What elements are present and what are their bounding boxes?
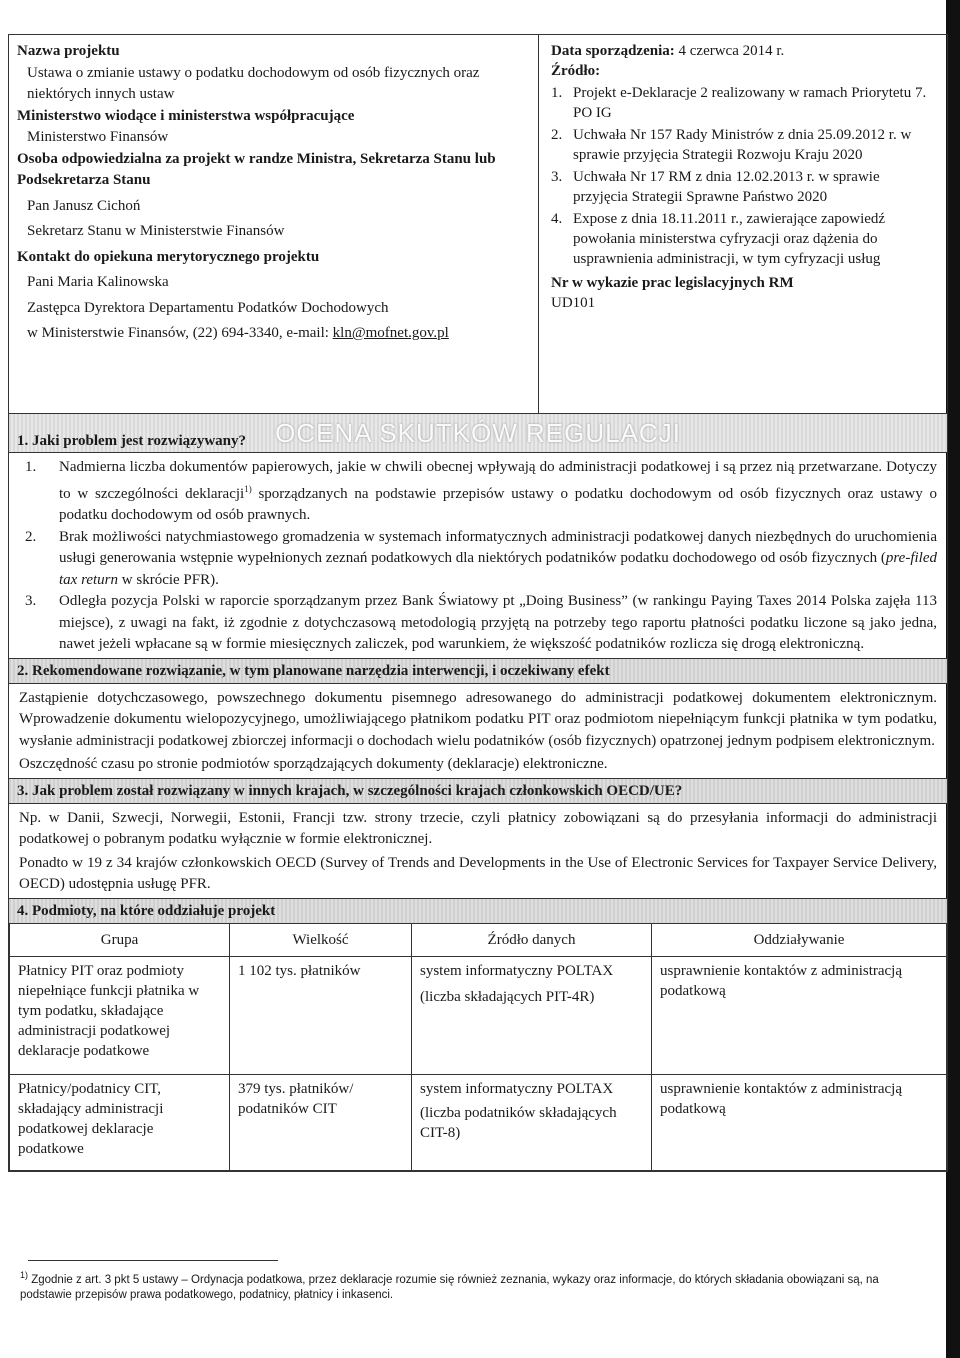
column-header: Źródło danych — [412, 923, 652, 956]
ministry: Ministerstwo Finansów — [27, 129, 169, 145]
section-3-body — [9, 804, 947, 898]
cell-text: system informatyczny POLTAX — [420, 962, 614, 979]
list-item — [551, 83, 935, 123]
document-page — [8, 34, 948, 1172]
responsible-name: Pan Janusz Cichoń — [27, 197, 141, 214]
problem-text: Brak możliwości natychmiastowego gromadzenia w systemach informatycznych administracji podatkowej danych niezbędnych do uruchomienia usługi generowania wstępnie wypełnionych zeznań podatkowych dla niektórych podatników podatku dochodowego od osób fizycznych ( — [59, 528, 937, 566]
problem-text-cont: w skrócie PFR). — [118, 571, 219, 588]
table-cell: Płatnicy/podatnicy CIT, składający administracji podatkowej deklaracje podatkowe — [10, 1074, 230, 1170]
column-header: Oddziaływanie — [652, 923, 947, 956]
table-cell: Płatnicy PIT oraz podmioty niepełniące funkcji płatnika w tym podatku, składające administracji podatkowej deklaracje podatkowe — [10, 956, 230, 1074]
list-text: Uchwała Nr 157 Rady Ministrów z dnia 25.09.2012 r. w sprawie przyjęcia Strategii Rozwoju Kraju 2020 — [573, 127, 912, 163]
paragraph: Zastąpienie dotychczasowego, powszechnego dokumentu pisemnego adresowanego do administracji podatkowej dokumentem elektronicznym. Wprowadzenie dokumentu wielopozycyjnego, umożliwiającego płatnikom podatku PIT oraz podmiotom niepełniącym funkcji płatnika w tym podatku, wysłanie administracji podatkowej zbiorczej informacji o dochodach wielu podatników (osób fizycznych) opatrzonej jednym podpisem elektronicznym. — [19, 689, 937, 749]
list-text: Odległa pozycja Polski w raporcie sporządzanym przez Bank Światowy pt „Doing Business” (w rankingu Paying Taxes 2014 Polska zajęła 113 miejsce), z uwagi na fakt, iż zgodnie z dotychczasową metodologią przyjętą na potrzeby tego raportu płatności podatku liczone są jako jedna, nawet jeżeli wpłacane są w formie miesięcznych zaliczek, pod warunkiem, że większość podatników rozlicza się drogą elektroniczną. — [59, 593, 937, 652]
problem-italic: pre-filed tax return — [59, 550, 937, 588]
source-label: Źródło: — [551, 63, 601, 79]
problem-text: Nadmierna liczba dokumentów papierowych, jakie w chwili obecnej wpływają do administracji podatkowej i są przez nią przetwarzane. Dotyczy to w szczególności deklaracji — [59, 459, 937, 502]
project-name-label: Nazwa projektu — [17, 43, 120, 59]
table-row — [10, 956, 947, 1074]
table-cell — [412, 956, 652, 1074]
list-text: Uchwała Nr 17 RM z dnia 12.02.2013 r. w sprawie przyjęcia Strategii Sprawne Państwo 2020 — [573, 169, 880, 205]
responsible-role: Sekretarz Stanu w Ministerstwie Finansów — [27, 223, 285, 239]
contact-name: Pani Maria Kalinowska — [27, 274, 169, 290]
osr-form — [8, 34, 948, 1172]
responsible-label: Osoba odpowiedzialna za projekt w randze Ministra, Sekretarza Stanu lub Podsekretarza Stanu — [17, 150, 496, 188]
footnote-text: Zgodnie z art. 3 pkt 5 ustawy – Ordynacja podatkowa, przez deklaracje rozumie się również zeznania, wykazy oraz informacje, do których składania obowiązani są, na podstawie przepisów prawa podatkowego, podatnicy, płatnicy i inkasenci. — [20, 1273, 879, 1301]
table-cell: 1 102 tys. płatników — [230, 956, 412, 1074]
project-name: Ustawa o zmianie ustawy o podatku dochodowym od osób fizycznych oraz niektórych innych ustaw — [27, 64, 480, 102]
list-item — [19, 457, 937, 527]
section-3-heading: 3. Jak problem został rozwiązany w innych krajach, w szczególności krajach członkowskich OECD/UE? — [9, 778, 947, 804]
table-header-row — [10, 923, 947, 956]
contact-role: Zastępca Dyrektora Departamentu Podatków Dochodowych — [27, 299, 389, 316]
contact-details-text: w Ministerstwie Finansów, (22) 694-3340, e-mail: — [27, 325, 333, 341]
list-item — [551, 167, 935, 207]
column-header: Grupa — [10, 923, 230, 956]
problem-text-cont: sporządzanych na podstawie przepisów ustawy o podatku dochodowym od osób fizycznych oraz ustawy o podatku dochodowym od osób prawnych. — [59, 485, 937, 523]
list-text — [59, 527, 937, 592]
section-2-heading: 2. Rekomendowane rozwiązanie, w tym planowane narzędzia interwencji, i oczekiwany efekt — [9, 658, 947, 684]
cell-text: (liczba podatników składających CIT-8) — [420, 1104, 617, 1141]
list-text — [59, 457, 937, 527]
osr-banner — [9, 413, 947, 452]
meta-info — [539, 35, 947, 413]
contact-label: Kontakt do opiekuna merytorycznego projektu — [17, 248, 320, 265]
table-cell: usprawnienie kontaktów z administracją podatkową — [652, 1074, 947, 1170]
list-item — [551, 209, 935, 269]
section-1-body — [9, 452, 947, 658]
list-number: 1. — [551, 85, 563, 101]
ministry-label: Ministerstwo wiodące i ministerstwa współpracujące — [17, 107, 355, 124]
scan-edge — [946, 0, 960, 1358]
registry-value: UD101 — [551, 295, 596, 311]
table-cell — [412, 1074, 652, 1170]
footnote-mark: 1) — [20, 1270, 29, 1280]
section-4-heading: 4. Podmioty, na które oddziałuje projekt — [9, 898, 947, 923]
list-text: Expose z dnia 18.11.2011 r., zawierające zapowiedź powołania ministerstwa cyfryzacji oraz dążenia do usprawnienia administracji, w tym cyfryzacji usług — [573, 211, 886, 267]
registry-label: Nr w wykazie prac legislacyjnych RM — [551, 275, 794, 291]
table-cell: usprawnienie kontaktów z administracją podatkową — [652, 956, 947, 1074]
table-row — [10, 1074, 947, 1170]
date-row — [551, 41, 935, 61]
list-number: 1. — [25, 459, 37, 475]
project-info — [9, 35, 539, 413]
list-number: 2. — [25, 528, 37, 545]
footnote — [20, 1268, 920, 1303]
list-number: 2. — [551, 127, 563, 143]
list-number: 4. — [551, 211, 563, 227]
problem-list — [19, 457, 937, 656]
section-1-heading: 1. Jaki problem jest rozwiązywany? — [17, 433, 247, 449]
table-cell: 379 tys. płatników/ podatników CIT — [230, 1074, 412, 1170]
date-value: 4 czerwca 2014 r. — [678, 43, 785, 59]
list-number: 3. — [551, 169, 563, 185]
list-item — [19, 527, 937, 592]
paragraph: Np. w Danii, Szwecji, Norwegii, Estonii, Francji tzw. strony trzecie, czyli płatnicy zobowiązani są do przesyłania informacji do administracji podatkowej o pobranym podatku wyłącznie w formie elektronicznej. — [19, 809, 937, 847]
date-label: Data sporządzenia: — [551, 43, 675, 59]
cell-text: (liczba składających PIT-4R) — [420, 988, 595, 1005]
list-item — [551, 125, 935, 165]
list-number: 3. — [25, 593, 37, 609]
impact-table — [9, 923, 947, 1171]
source-list — [551, 83, 935, 269]
banner-title: OCENA SKUTKÓW REGULACJI — [275, 418, 681, 448]
footnote-ref: 1) — [244, 483, 252, 494]
paragraph: Ponadto w 19 z 34 krajów członkowskich OECD (Survey of Trends and Developments in the Use of Electronic Services for Taxpayer Service Delivery, OECD) udostępnia usługę PFR. — [19, 854, 937, 892]
header-block — [9, 35, 947, 413]
cell-text: system informatyczny POLTAX — [420, 1080, 614, 1097]
column-header: Wielkość — [230, 923, 412, 956]
paragraph: Oszczędność czasu po stronie podmiotów sporządzających dokumenty (deklaracje) elektroniczne. — [19, 756, 608, 772]
section-2-body — [9, 684, 947, 778]
list-item — [19, 591, 937, 656]
list-text: Projekt e-Deklaracje 2 realizowany w ramach Priorytetu 7. PO IG — [573, 85, 927, 121]
contact-email-link[interactable]: kln@mofnet.gov.pl — [332, 325, 449, 341]
contact-details — [17, 323, 530, 345]
footnote-divider — [28, 1260, 278, 1261]
